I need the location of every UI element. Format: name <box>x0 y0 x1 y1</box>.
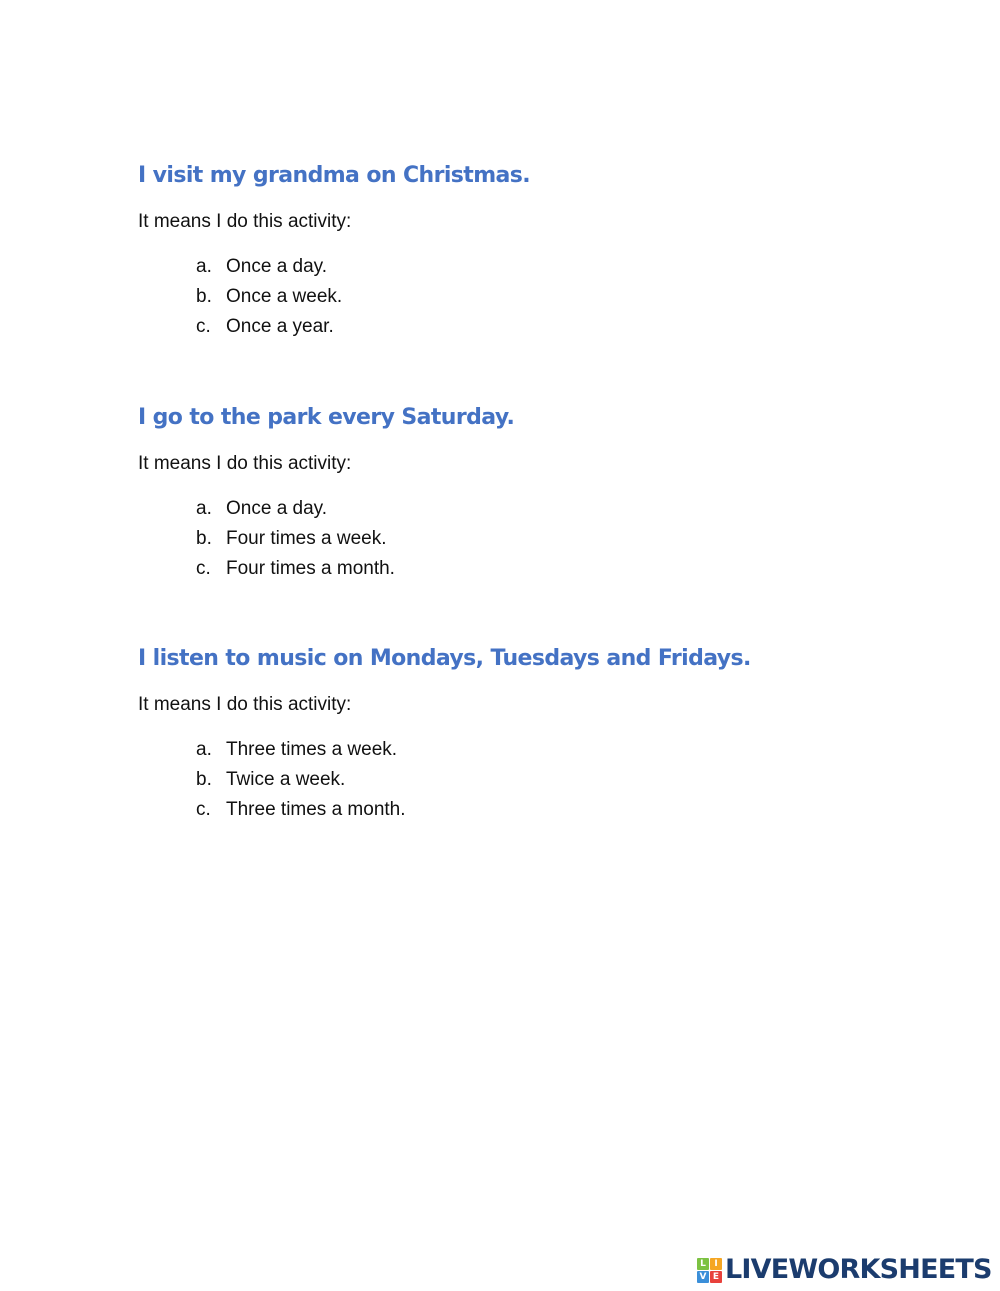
logo-block-i: I <box>710 1258 722 1270</box>
option-letter: a. <box>196 739 212 760</box>
option-c[interactable] <box>196 312 938 342</box>
option-letter: b. <box>196 528 212 549</box>
question-title: I visit my grandma on Christmas. <box>138 163 531 188</box>
option-text: Four times a month. <box>226 558 395 579</box>
option-c[interactable] <box>196 795 938 825</box>
option-letter: c. <box>196 316 211 337</box>
option-letter: c. <box>196 558 211 579</box>
question-3 <box>138 645 938 825</box>
question-1 <box>138 162 938 342</box>
liveworksheets-logo <box>697 1256 992 1284</box>
option-text: Once a day. <box>226 256 328 277</box>
options-list <box>138 494 938 584</box>
option-text: Once a day. <box>226 498 328 519</box>
logo-text: LIVEWORKSHEETS <box>725 1254 992 1285</box>
option-letter: a. <box>196 256 212 277</box>
option-a[interactable] <box>196 735 938 765</box>
option-text: Once a week. <box>226 286 343 307</box>
live-blocks-icon <box>697 1258 722 1283</box>
option-b[interactable] <box>196 282 938 312</box>
option-letter: b. <box>196 286 212 307</box>
question-title: I listen to music on Mondays, Tuesdays and Fridays. <box>138 646 751 671</box>
question-prompt: It means I do this activity: <box>138 211 352 232</box>
option-b[interactable] <box>196 524 938 554</box>
question-prompt: It means I do this activity: <box>138 453 352 474</box>
option-letter: a. <box>196 498 212 519</box>
option-text: Three times a week. <box>226 739 398 760</box>
logo-block-e: E <box>710 1271 722 1283</box>
option-c[interactable] <box>196 554 938 584</box>
question-prompt: It means I do this activity: <box>138 694 352 715</box>
option-a[interactable] <box>196 494 938 524</box>
options-list <box>138 252 938 342</box>
option-text: Once a year. <box>226 316 334 337</box>
option-letter: c. <box>196 799 211 820</box>
option-b[interactable] <box>196 765 938 795</box>
option-text: Three times a month. <box>226 799 406 820</box>
option-text: Four times a week. <box>226 528 387 549</box>
option-a[interactable] <box>196 252 938 282</box>
option-letter: b. <box>196 769 212 790</box>
option-text: Twice a week. <box>226 769 346 790</box>
logo-block-v: V <box>697 1271 709 1283</box>
question-title: I go to the park every Saturday. <box>138 405 515 430</box>
logo-block-l: L <box>697 1258 709 1270</box>
options-list <box>138 735 938 825</box>
question-2 <box>138 404 938 584</box>
